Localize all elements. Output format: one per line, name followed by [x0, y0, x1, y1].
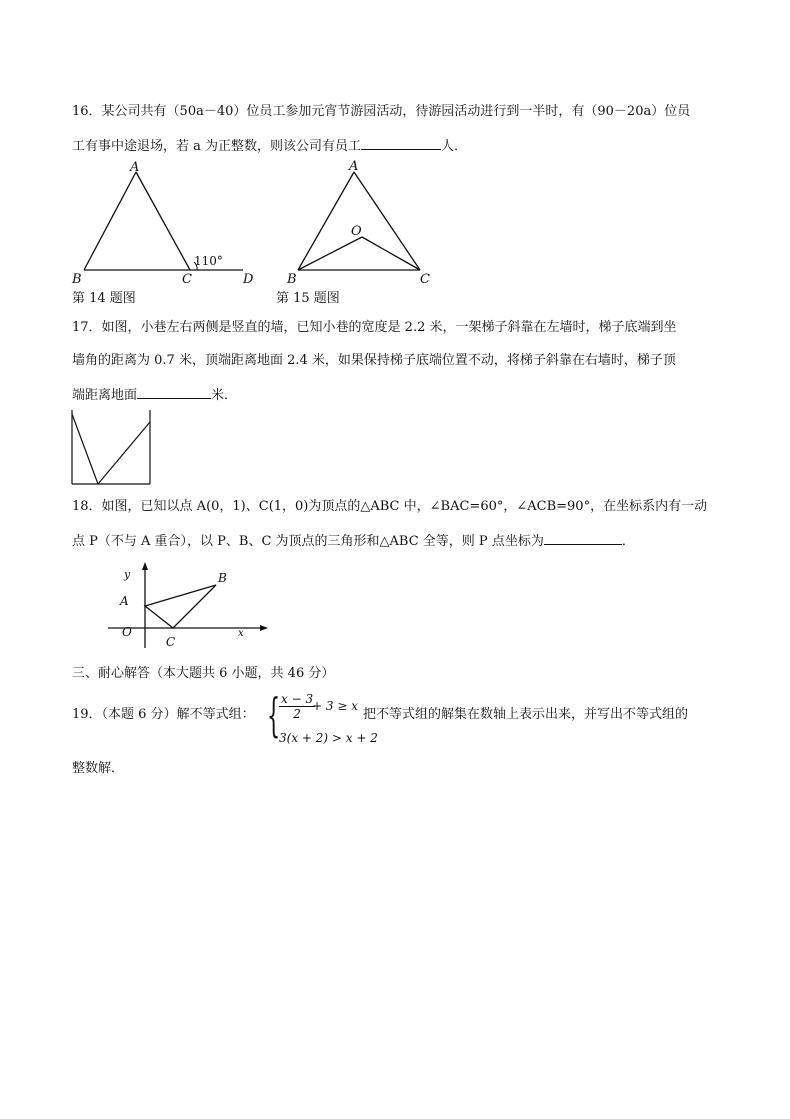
fig18-triangle-abc	[145, 585, 216, 628]
q17-line3-text: 端距离地面	[72, 388, 138, 403]
fig18-label-a: A	[120, 594, 129, 608]
fig15-label-a: A	[349, 159, 359, 174]
fig14-label-b: B	[72, 272, 82, 287]
q19-inequality2: 3(x + 2) > x + 2	[279, 731, 378, 745]
fig15-label-o: O	[351, 224, 362, 239]
q19-suffix: 把不等式组的解集在数轴上表示出来，并写出不等式组的	[363, 707, 689, 722]
fig18-x-arrow	[260, 625, 268, 631]
fig14-label-c: C	[182, 272, 192, 287]
figure-18-coordinate	[100, 560, 280, 652]
q17-line2: 墙角的距离为 0.7 米，顶端距离地面 2.4 米，如果保持梯子底端位置不动，将梯子斜靠在右墙时，梯子顶	[72, 353, 676, 368]
q17-line1: 17．如图，小巷左右两侧是竖直的墙，已知小巷的宽度是 2.2 米，一架梯子斜靠在左墙时，梯子底端到坐	[72, 320, 677, 335]
figure-17-alley	[68, 408, 158, 488]
fig17-ladder-right	[98, 422, 150, 484]
fig14-side-ac	[136, 172, 190, 270]
q16-line2-text: 工有事中途退场，若 a 为正整数，则该公司有员工	[72, 139, 362, 154]
fig14-caption: 第 14 题图	[72, 291, 136, 306]
fig17-ladder-left	[72, 414, 98, 484]
fig18-label-y: y	[124, 568, 131, 581]
q16-line2	[72, 134, 467, 157]
fig14-label-d: D	[243, 272, 254, 287]
q19-fraction	[279, 692, 315, 721]
fig15-side-ac	[354, 172, 420, 270]
fig18-y-arrow	[142, 562, 148, 570]
fig18-label-x: x	[238, 628, 244, 639]
q17-line3-tail: 米．	[211, 388, 238, 403]
q18-line2-tail: ．	[621, 534, 635, 549]
q16-line1: 16．某公司共有（50a－40）位员工参加元宵节游园活动，待游园活动进行到一半时，有（90－20a）位员	[72, 104, 691, 119]
q19-inequality1-rest: + 3 ≥ x	[312, 699, 358, 713]
fig14-side-ab	[84, 172, 136, 270]
section3-title: 三、耐心解答（本大题共 6 小题，共 46 分）	[72, 666, 335, 681]
fig15-label-b: B	[287, 272, 297, 287]
fig15-segment-oc	[362, 237, 420, 270]
q18-answer-blank[interactable]	[544, 529, 622, 545]
fig15-label-c: C	[420, 272, 430, 287]
q16-line2-tail: 人．	[441, 139, 468, 154]
q17-line3	[72, 383, 237, 406]
q19-system-brace: {	[267, 688, 281, 742]
q19-line2: 整数解．	[72, 761, 125, 776]
q17-answer-blank[interactable]	[137, 383, 211, 399]
fig15-caption: 第 15 题图	[276, 291, 340, 306]
fig18-label-b: B	[218, 571, 227, 585]
fig14-label-a: A	[130, 160, 140, 175]
fig18-label-o: O	[122, 625, 132, 639]
q16-answer-blank[interactable]	[361, 134, 441, 150]
fig18-label-c: C	[166, 635, 176, 649]
figure-15	[280, 155, 440, 290]
figure-14	[60, 155, 270, 290]
q18-line1: 18．如图，已知以点 A(0，1)、C(1，0)为顶点的△ABC 中，∠BAC=60°，∠ACB=90°，在坐标系内有一动	[72, 499, 708, 514]
q18-line2	[72, 529, 635, 552]
q19-frac-numerator: x − 3	[281, 692, 314, 706]
fig14-angle-label: 110°	[194, 254, 223, 268]
q18-line2-text: 点 P（不与 A 重合），以 P、B、C 为顶点的三角形和△ABC 全等，则 P 点坐标为	[72, 534, 544, 549]
q19-prefix: 19．（本题 6 分）解不等式组：	[72, 707, 255, 722]
q19-frac-denominator: 2	[293, 707, 301, 721]
